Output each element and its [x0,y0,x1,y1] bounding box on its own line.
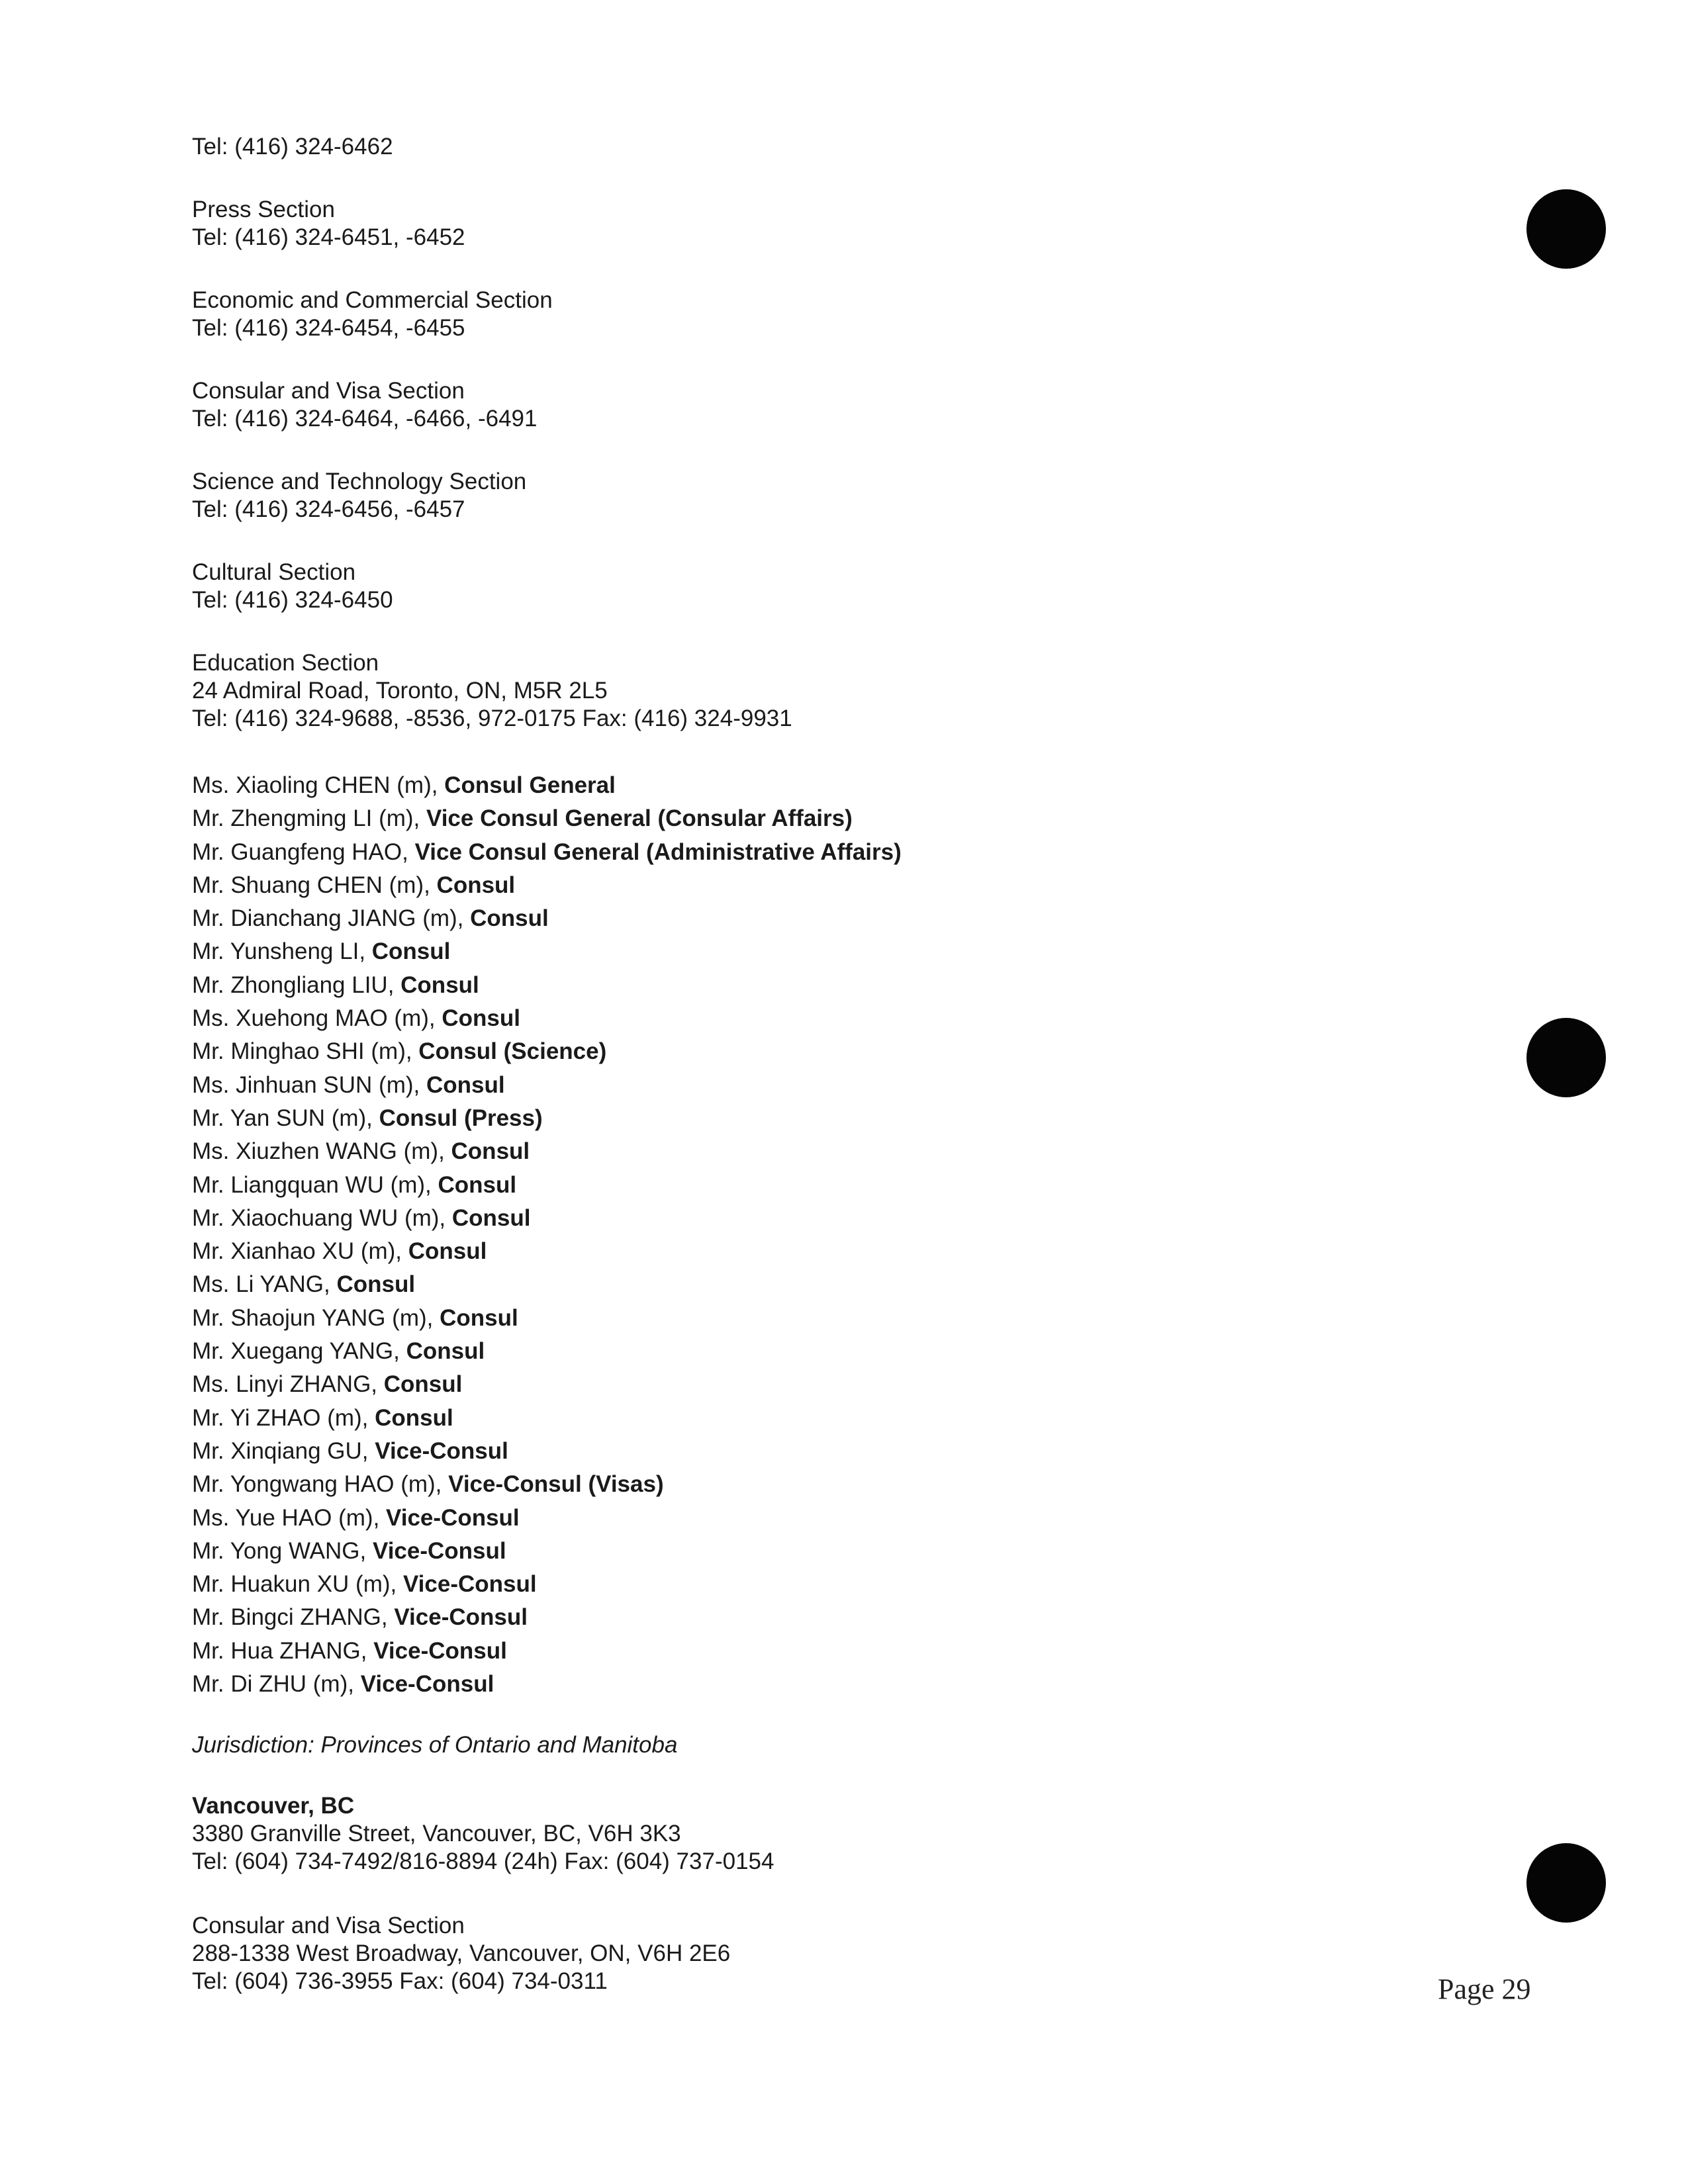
staff-entry [192,1302,902,1335]
staff-entry [192,769,902,802]
staff-name: Ms. Li YANG, [192,1271,337,1298]
section-economic-commercial [192,287,553,342]
staff-title: Consul [451,1205,531,1231]
consulate-address: 3380 Granville Street, Vancouver, BC, V6H 3K3 [192,1821,681,1846]
section-line: Tel: (416) 324-6451, -6452 [192,224,465,250]
staff-name: Mr. Shuang CHEN (m), [192,872,437,898]
staff-title: Consul [440,1304,518,1331]
staff-entry [192,1335,902,1368]
staff-title: Vice Consul General (Consular Affairs) [426,805,853,832]
section-line: Tel: (416) 324-6454, -6455 [192,315,465,341]
punch-hole [1526,189,1606,269]
section-tel-main [192,133,393,161]
staff-title: Consul [442,1005,520,1032]
staff-entry [192,1635,902,1668]
punch-hole [1526,1018,1606,1097]
staff-entry [192,1402,902,1435]
staff-entry [192,902,902,935]
staff-name: Mr. Xiaochuang WU (m), [192,1205,452,1231]
staff-title: Vice-Consul [360,1671,494,1698]
staff-title: Consul [371,938,451,965]
staff-name: Ms. Xuehong MAO (m), [192,1005,442,1032]
staff-name: Mr. Liangquan WU (m), [192,1171,438,1198]
staff-title: Consul [400,972,479,998]
staff-title: Consul (Press) [379,1105,543,1131]
staff-name: Mr. Huakun XU (m), [192,1571,403,1598]
staff-name: Mr. Xuegang YANG, [192,1338,406,1365]
staff-title: Consul [336,1271,416,1298]
section-line: Tel: (416) 324-6456, -6457 [192,496,465,522]
staff-entry [192,836,902,869]
staff-list [192,769,902,1701]
page-number: Page 29 [1438,1973,1531,2005]
staff-name: Mr. Di ZHU (m), [192,1671,361,1698]
consulate-tel: Tel: (604) 734-7492/816-8894 (24h) Fax: (604) 737-0154 [192,1848,774,1874]
staff-entry [192,935,902,968]
section-line: 24 Admiral Road, Toronto, ON, M5R 2L5 [192,678,608,704]
staff-entry [192,1502,902,1535]
staff-title: Vice-Consul (Visas) [448,1471,664,1498]
staff-title: Consul General [444,772,616,798]
staff-name: Mr. Yunsheng LI, [192,938,372,965]
section-line: Tel: (416) 324-6462 [192,134,393,159]
staff-name: Ms. Xiaoling CHEN (m), [192,772,445,798]
staff-title: Consul [436,872,516,898]
staff-entry [192,969,902,1002]
staff-entry [192,1268,902,1301]
staff-entry [192,1435,902,1468]
staff-name: Mr. Minghao SHI (m), [192,1038,419,1065]
staff-title: Consul [383,1371,463,1398]
staff-title: Vice-Consul [372,1537,506,1564]
staff-entry [192,1535,902,1568]
staff-entry [192,1135,902,1168]
staff-entry [192,1468,902,1501]
staff-title: Vice-Consul [394,1604,528,1631]
staff-title: Vice Consul General (Administrative Affairs) [414,839,902,865]
staff-name: Mr. Yongwang HAO (m), [192,1471,449,1498]
staff-entry [192,1002,902,1035]
staff-name: Mr. Hua ZHANG, [192,1637,374,1664]
staff-name: Mr. Bingci ZHANG, [192,1604,395,1631]
section-heading: Consular and Visa Section [192,1913,465,1938]
staff-name: Mr. Yong WANG, [192,1537,373,1564]
staff-entry [192,1035,902,1068]
staff-title: Consul [375,1404,453,1431]
section-line: Tel: (416) 324-6450 [192,587,393,613]
jurisdiction-note: Jurisdiction: Provinces of Ontario and Manitoba [192,1732,678,1758]
section-education [192,649,792,733]
staff-title: Consul [470,905,549,932]
staff-entry [192,1568,902,1601]
section-heading: Education Section [192,650,379,676]
section-heading: Press Section [192,197,335,222]
section-press [192,196,465,251]
section-cultural [192,559,393,614]
staff-name: Mr. Zhongliang LIU, [192,972,401,998]
staff-title: Consul [451,1138,530,1165]
staff-title: Vice-Consul [373,1637,507,1664]
vancouver-visa-section [192,1912,730,1995]
staff-title: Vice-Consul [402,1571,537,1598]
staff-entry [192,869,902,902]
staff-entry [192,1202,902,1235]
staff-entry [192,1601,902,1634]
staff-title: Consul [408,1238,487,1265]
section-heading: Economic and Commercial Section [192,287,553,313]
staff-name: Mr. Yi ZHAO (m), [192,1404,375,1431]
vancouver-consulate [192,1792,774,1876]
staff-entry [192,802,902,835]
staff-name: Mr. Dianchang JIANG (m), [192,905,471,932]
section-line: Tel: (416) 324-9688, -8536, 972-0175 Fax: (416) 324-9931 [192,705,792,731]
staff-entry [192,1169,902,1202]
staff-title: Consul [406,1338,485,1365]
staff-entry [192,1102,902,1135]
section-consular-visa [192,377,537,433]
consulate-heading: Vancouver, BC [192,1793,355,1819]
staff-name: Mr. Xinqiang GU, [192,1437,375,1464]
section-tel: Tel: (604) 736-3955 Fax: (604) 734-0311 [192,1968,608,1994]
staff-entry [192,1668,902,1701]
staff-entry [192,1235,902,1268]
staff-title: Vice-Consul [375,1437,508,1464]
section-address: 288-1338 West Broadway, Vancouver, ON, V6H 2E6 [192,1940,731,1966]
staff-name: Mr. Yan SUN (m), [192,1105,379,1131]
section-heading: Cultural Section [192,559,356,585]
staff-title: Consul (Science) [418,1038,607,1065]
punch-hole [1526,1843,1606,1923]
section-line: Tel: (416) 324-6464, -6466, -6491 [192,406,538,432]
staff-name: Ms. Yue HAO (m), [192,1504,387,1531]
staff-name: Mr. Xianhao XU (m), [192,1238,408,1265]
staff-name: Ms. Xiuzhen WANG (m), [192,1138,451,1165]
staff-name: Ms. Jinhuan SUN (m), [192,1071,426,1098]
staff-name: Mr. Shaojun YANG (m), [192,1304,440,1331]
staff-title: Vice-Consul [386,1504,520,1531]
staff-name: Mr. Guangfeng HAO, [192,839,415,865]
staff-name: Ms. Linyi ZHANG, [192,1371,384,1398]
staff-title: Consul [438,1171,517,1198]
staff-title: Consul [426,1071,505,1098]
section-science-technology [192,468,526,523]
section-heading: Science and Technology Section [192,469,527,494]
staff-name: Mr. Zhengming LI (m), [192,805,426,832]
staff-entry [192,1069,902,1102]
staff-entry [192,1368,902,1401]
section-heading: Consular and Visa Section [192,378,465,404]
